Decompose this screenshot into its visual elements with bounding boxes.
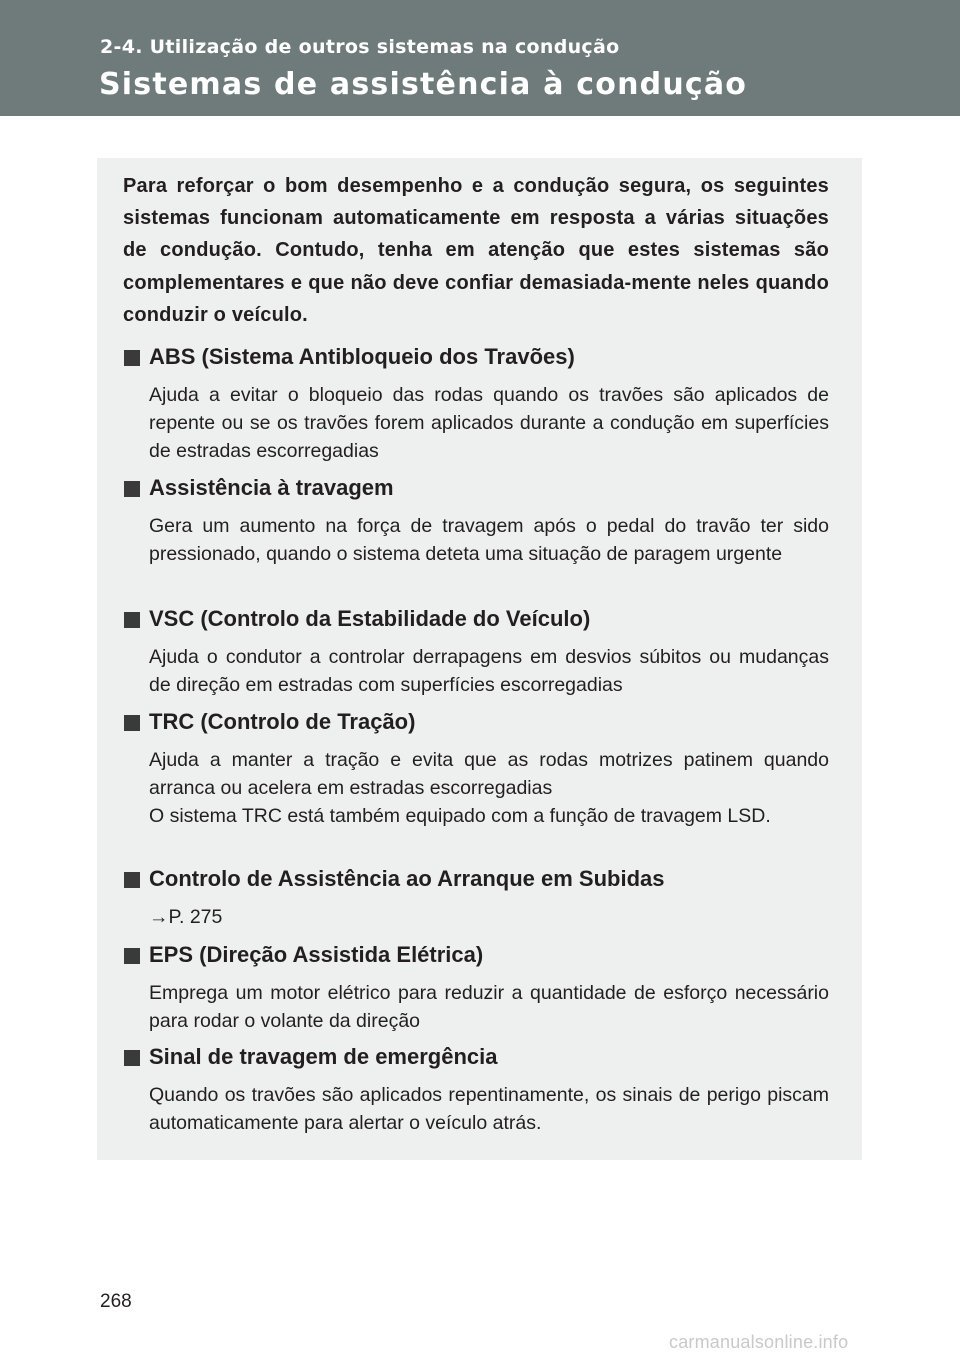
square-bullet-icon (124, 612, 140, 628)
section-paragraph: Ajuda a evitar o bloqueio das rodas quando os travões são aplicados de repente ou se os travões forem aplicados durante a condução em superfícies de estradas escorregadias (149, 384, 829, 462)
section-eps (124, 939, 829, 1036)
section-heading (124, 1041, 829, 1073)
section-title: Sinal de travagem de emergência (149, 1044, 498, 1069)
section-title: EPS (Direção Assistida Elétrica) (149, 942, 484, 967)
section-body (149, 382, 829, 465)
chapter-header (0, 0, 960, 116)
section-paragraph: Ajuda a manter a tração e evita que as rodas motrizes patinem quando arranca ou acelera em estradas escorregadias (149, 749, 829, 799)
section-vsc (124, 603, 829, 700)
square-bullet-icon (124, 872, 140, 888)
section-heading (124, 472, 829, 504)
section-body (149, 747, 829, 830)
section-title: Controlo de Assistência ao Arranque em Subidas (149, 866, 665, 891)
page-number: 268 (100, 1291, 132, 1312)
section-paragraph: O sistema TRC está também equipado com a função de travagem LSD. (149, 804, 771, 827)
section-title: Assistência à travagem (149, 475, 394, 500)
section-title: VSC (Controlo da Estabilidade do Veículo) (149, 606, 591, 631)
page-title: Sistemas de assistência à condução (99, 67, 748, 102)
square-bullet-icon (124, 948, 140, 964)
chapter-subtitle: 2-4. Utilização de outros sistemas na condução (100, 36, 620, 58)
section-title: TRC (Controlo de Tração) (149, 709, 416, 734)
section-abs (124, 341, 829, 465)
section-heading (124, 863, 829, 895)
watermark: carmanualsonline.info (669, 1332, 849, 1352)
page-reference-link[interactable]: →P. 275 (149, 906, 223, 928)
section-heading (124, 341, 829, 373)
square-bullet-icon (124, 1050, 140, 1066)
section-heading (124, 939, 829, 971)
square-bullet-icon (124, 350, 140, 366)
section-title: ABS (Sistema Antibloqueio dos Travões) (149, 344, 575, 369)
section-body (149, 904, 829, 932)
section-heading (124, 603, 829, 635)
section-paragraph: Emprega um motor elétrico para reduzir a quantidade de esforço necessário para rodar o volante da direção (149, 982, 829, 1032)
section-trc (124, 706, 829, 830)
section-body (149, 1082, 829, 1138)
section-emergency-brake-signal (124, 1041, 829, 1138)
section-body (149, 513, 829, 569)
square-bullet-icon (124, 715, 140, 731)
section-hill-start-assist (124, 863, 829, 932)
section-brake-assist (124, 472, 829, 569)
section-paragraph: Gera um aumento na força de travagem após o pedal do travão ter sido pressionado, quando o sistema deteta uma situação de paragem urgente (149, 515, 829, 565)
section-body (149, 644, 829, 700)
section-paragraph: Ajuda o condutor a controlar derrapagens em desvios súbitos ou mudanças de direção em estradas com superfícies escorregadias (149, 646, 829, 696)
section-body (149, 980, 829, 1036)
section-heading (124, 706, 829, 738)
section-paragraph: Quando os travões são aplicados repentinamente, os sinais de perigo piscam automaticamente para alertar o veículo atrás. (149, 1084, 829, 1134)
intro-text (123, 170, 829, 331)
square-bullet-icon (124, 481, 140, 497)
intro-paragraph: Para reforçar o bom desempenho e a condução segura, os seguintes sistemas funcionam automaticamente em resposta a várias situações de condução. Contudo, tenha em atenção que estes sistemas são complementares e que não deve confiar demasiada-mente neles quando conduzir o veículo. (123, 175, 829, 326)
